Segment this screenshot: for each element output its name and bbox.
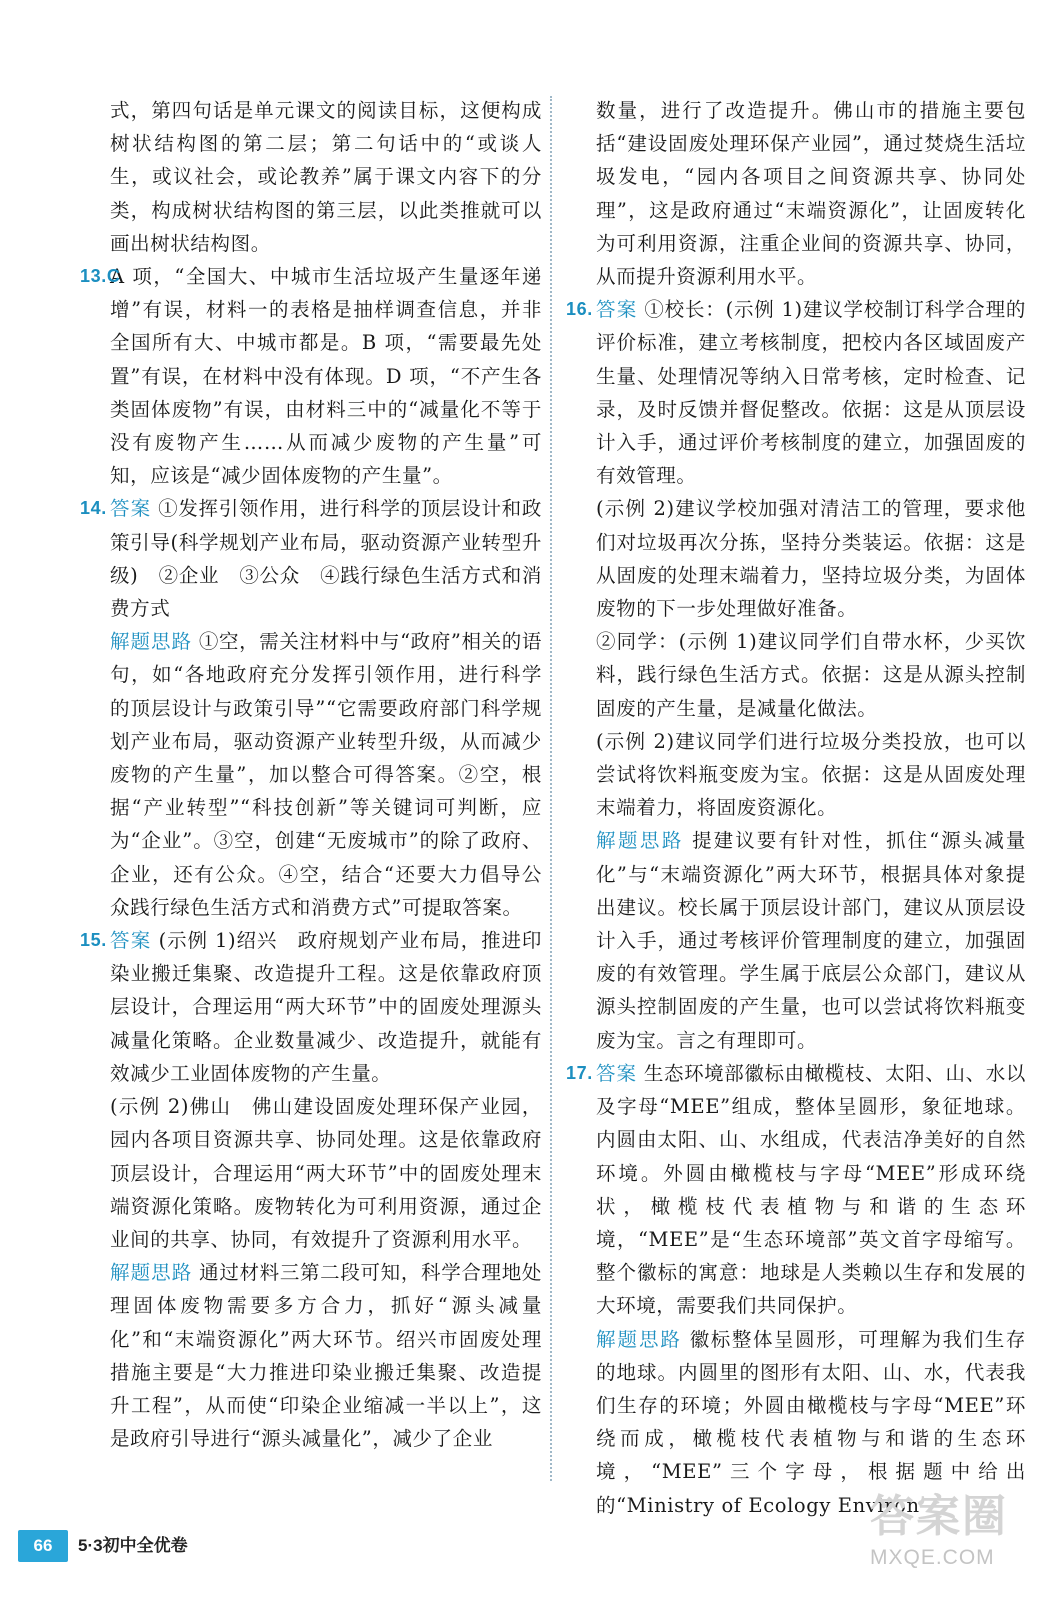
answer-paragraph: (示例 2)建议同学们进行垃圾分类投放，也可以尝试将饮料瓶变废为宝。依据：这是从固废处理末端着力，将固废资源化。 bbox=[596, 729, 1026, 820]
question-number: 14. bbox=[80, 498, 107, 519]
series-title: 5·3初中全优卷 bbox=[78, 1536, 188, 1555]
continued-paragraph: 数量，进行了改造提升。佛山市的措施主要包括“建设固废处理环保产业园”，通过焚烧生活垃圾发电，“园内各项目之间资源共享、协同处理”，这是政府通过“末端资源化”，让固废转化为可利用资源，注重企业间的资源共享、协同，从而提升资源利用水平。 bbox=[596, 99, 1026, 289]
solution-text: 徽标整体呈圆形，可理解为我们生存的地球。内圆里的图形有太阳、山、水，代表我们生存的环境；外圆由橄榄枝与字母“MEE”环绕而成，橄榄枝代表植物与和谐的生态环境，“MEE”三个字母，根据题中给出的“Ministry of Ecology Environ- bbox=[596, 1327, 1026, 1517]
answer-tag: 答案 bbox=[596, 298, 638, 322]
question-14 bbox=[80, 492, 542, 625]
question-17 bbox=[566, 1057, 1026, 1323]
solution-tag: 解题思路 bbox=[596, 1327, 682, 1351]
solution-tag: 解题思路 bbox=[110, 1261, 193, 1285]
answer-text: ①校长：(示例 1)建议学校制订科学合理的评价标准，建立考核制度，把校内各区域固废产生量、处理情况等纳入日常考核，定时检查、记录，及时反馈并督促整改。依据：这是从顶层设计入手，通过评价考核制度的建立，加强固废的有效管理。 bbox=[596, 298, 1026, 488]
solution-text: 提建议要有针对性，抓住“源头减量化”与“末端资源化”两大环节，根据具体对象提出建议。校长属于顶层设计部门，建议从顶层设计入手，通过考核评价管理制度的建立，加强固废的有效管理。学生属于底层公众部门，建议从源头控制固废的产生量，也可以尝试将饮料瓶变废为宝。言之有理即可。 bbox=[596, 829, 1026, 1052]
answer-tag: 答案 bbox=[596, 1061, 638, 1085]
watermark-url: MXQE.COM bbox=[870, 1546, 995, 1569]
question-text: A 项，“全国大、中城市生活垃圾产生量逐年递增”有误，材料一的表格是抽样调查信息，并非全国所有大、中城市都是。B 项，“需要最先处置”有误，在材料中没有体现。D 项，“不产生各类固体废物”有误，由材料三中的“减量化不等于没有废物产生……从而减少废物的产生量”可知，应该是“减少固体废物的产生量”。 bbox=[110, 265, 542, 488]
question-number: 17. bbox=[566, 1062, 593, 1083]
right-column bbox=[566, 94, 1026, 1522]
solution-paragraph bbox=[80, 625, 542, 924]
answer-text: (示例 1)绍兴 政府规划产业布局，推进印染业搬迁集聚、改造提升工程。这是依靠政府顶层设计，合理运用“两大环节”中的固废处理源头减量化策略。企业数量减少、改造提升，就能有效减少工业固体废物的产生量。 bbox=[110, 929, 542, 1085]
solution-tag: 解题思路 bbox=[596, 829, 684, 853]
solution-paragraph bbox=[80, 1256, 542, 1455]
question-13 bbox=[80, 260, 542, 492]
solution-text: ①空，需关注材料中与“政府”相关的语句，如“各地政府充分发挥引领作用，进行科学的顶层设计与政策引导”“它需要政府部门科学规划产业布局，驱动资源产业转型升级，从而减少废物的产生量”，加以整合可得答案。②空，根据“产业转型”“科技创新”等关键词可判断，应为“企业”。③空，创建“无废城市”的除了政府、企业，还有公众。④空，结合“还要大力倡导公众践行绿色生活方式和消费方式”可提取答案。 bbox=[110, 630, 542, 919]
answer-text: 生态环境部徽标由橄榄枝、太阳、山、水以及字母“MEE”组成，整体呈圆形，象征地球。内圆由太阳、山、水组成，代表洁净美好的自然环境。外圆由橄榄枝与字母“MEE”形成环绕状，橄榄枝代表植物与和谐的生态环境，“MEE”是“生态环境部”英文首字母缩写。整个徽标的寓意：地球是人类赖以生存和发展的大环境，需要我们共同保护。 bbox=[596, 1061, 1026, 1318]
page-number: 66 bbox=[18, 1530, 68, 1562]
answer-text: ①发挥引领作用，进行科学的顶层设计和政策引导(科学规划产业布局，驱动资源产业转型升级) ②企业 ③公众 ④践行绿色生活方式和消费方式 bbox=[110, 497, 542, 621]
answer-tag: 答案 bbox=[110, 929, 152, 953]
question-number: 16. bbox=[566, 299, 593, 320]
question-16 bbox=[566, 293, 1026, 492]
left-column bbox=[80, 94, 542, 1455]
answer-tag: 答案 bbox=[110, 497, 152, 521]
answer-paragraph: ②同学：(示例 1)建议同学们自带水杯，少买饮料，践行绿色生活方式。依据：这是从源头控制固废的产生量，是减量化做法。 bbox=[596, 630, 1026, 720]
answer-paragraph: (示例 2)建议学校加强对清洁工的管理，要求他们对垃圾再次分拣，坚持分类装运。依据：这是从固废的处理末端着力，坚持垃圾分类，为固体废物的下一步处理做好准备。 bbox=[596, 497, 1026, 621]
continued-paragraph: 式，第四句话是单元课文的阅读目标，这便构成树状结构图的第二层；第二句话中的“或谈人生，或议社会，或论教养”属于课文内容下的分类，构成树状结构图的第三层，以此类推就可以画出树状结构图。 bbox=[110, 99, 542, 255]
watermark-logo: 答案圈 bbox=[870, 1492, 1008, 1541]
solution-tag: 解题思路 bbox=[110, 630, 193, 654]
question-number: 15. bbox=[80, 930, 107, 951]
column-divider bbox=[550, 96, 552, 1481]
question-number: 13.C bbox=[80, 266, 121, 287]
watermark bbox=[870, 1488, 1030, 1588]
question-15 bbox=[80, 924, 542, 1090]
example-2-paragraph: (示例 2)佛山 佛山建设固废处理环保产业园，园内各项目资源共享、协同处理。这是依靠政府顶层设计，合理运用“两大环节”中的固废处理末端资源化策略。废物转化为可利用资源，通过企业间的共享、协同，有效提升了资源利用水平。 bbox=[110, 1095, 542, 1251]
solution-text: 通过材料三第二段可知，科学合理地处理固体废物需要多方合力，抓好“源头减量化”和“末端资源化”两大环节。绍兴市固废处理措施主要是“大力推进印染业搬迁集聚、改造提升工程”，从而使“印染企业缩减一半以上”，这是政府引导进行“源头减量化”，减少了企业 bbox=[110, 1261, 542, 1451]
solution-paragraph bbox=[566, 824, 1026, 1056]
